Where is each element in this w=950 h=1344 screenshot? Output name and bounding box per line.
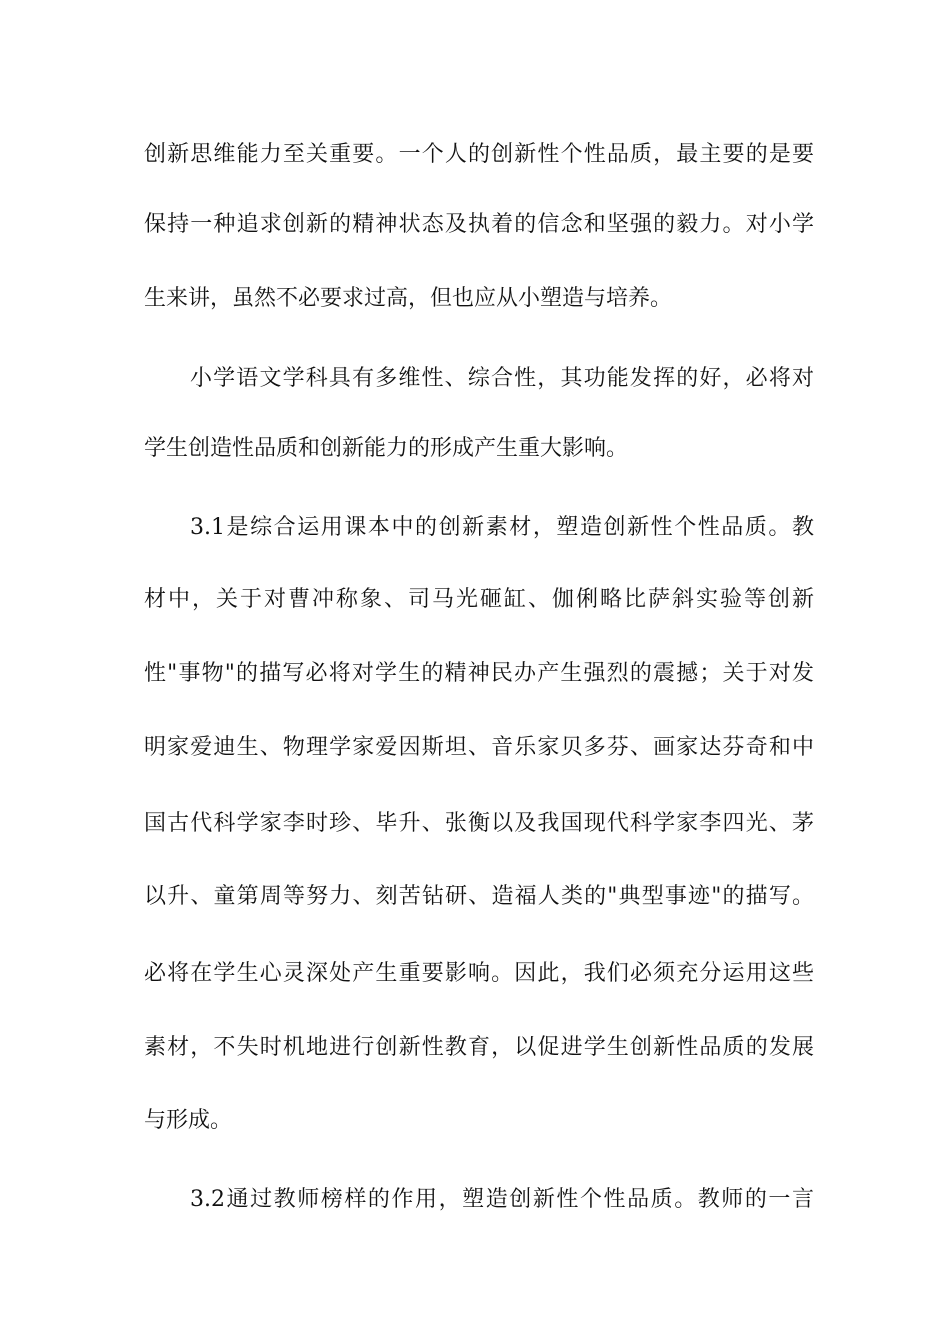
paragraph-first-line: 3.2通过教师榜样的作用，塑造创新性个性品质。教师的一言 [190,1187,814,1212]
paragraph-first-line: 小学语文学科具有多维性、综合性，其功能发挥的好，必将对 [190,366,814,391]
text-line: 学生创造性品质和创新能力的形成产生重大影响。 [144,436,629,461]
text-line: 性"事物"的描写必将对学生的精神民办产生强烈的震撼；关于对发 [144,661,814,686]
text-line: 以升、童第周等努力、刻苦钻研、造福人类的"典型事迹"的描写。 [144,884,814,909]
text-line: 创新思维能力至关重要。一个人的创新性个性品质，最主要的是要 [144,142,814,167]
text-line: 必将在学生心灵深处产生重要影响。因此，我们必须充分运用这些 [144,961,814,986]
text-line: 保持一种追求创新的精神状态及执着的信念和坚强的毅力。对小学 [144,212,814,237]
text-line: 明家爱迪生、物理学家爱因斯坦、音乐家贝多芬、画家达芬奇和中 [144,735,814,760]
text-line: 与形成。 [144,1108,233,1133]
text-line: 生来讲，虽然不必要求过高，但也应从小塑造与培养。 [144,286,673,311]
paragraph-first-line: 3.1是综合运用课本中的创新素材，塑造创新性个性品质。教 [190,515,814,540]
text-line: 素材，不失时机地进行创新性教育，以促进学生创新性品质的发展 [144,1035,814,1060]
text-line: 国古代科学家李时珍、毕升、张衡以及我国现代科学家李四光、茅 [144,811,814,836]
text-line: 材中，关于对曹冲称象、司马光砸缸、伽俐略比萨斜实验等创新 [144,587,814,612]
